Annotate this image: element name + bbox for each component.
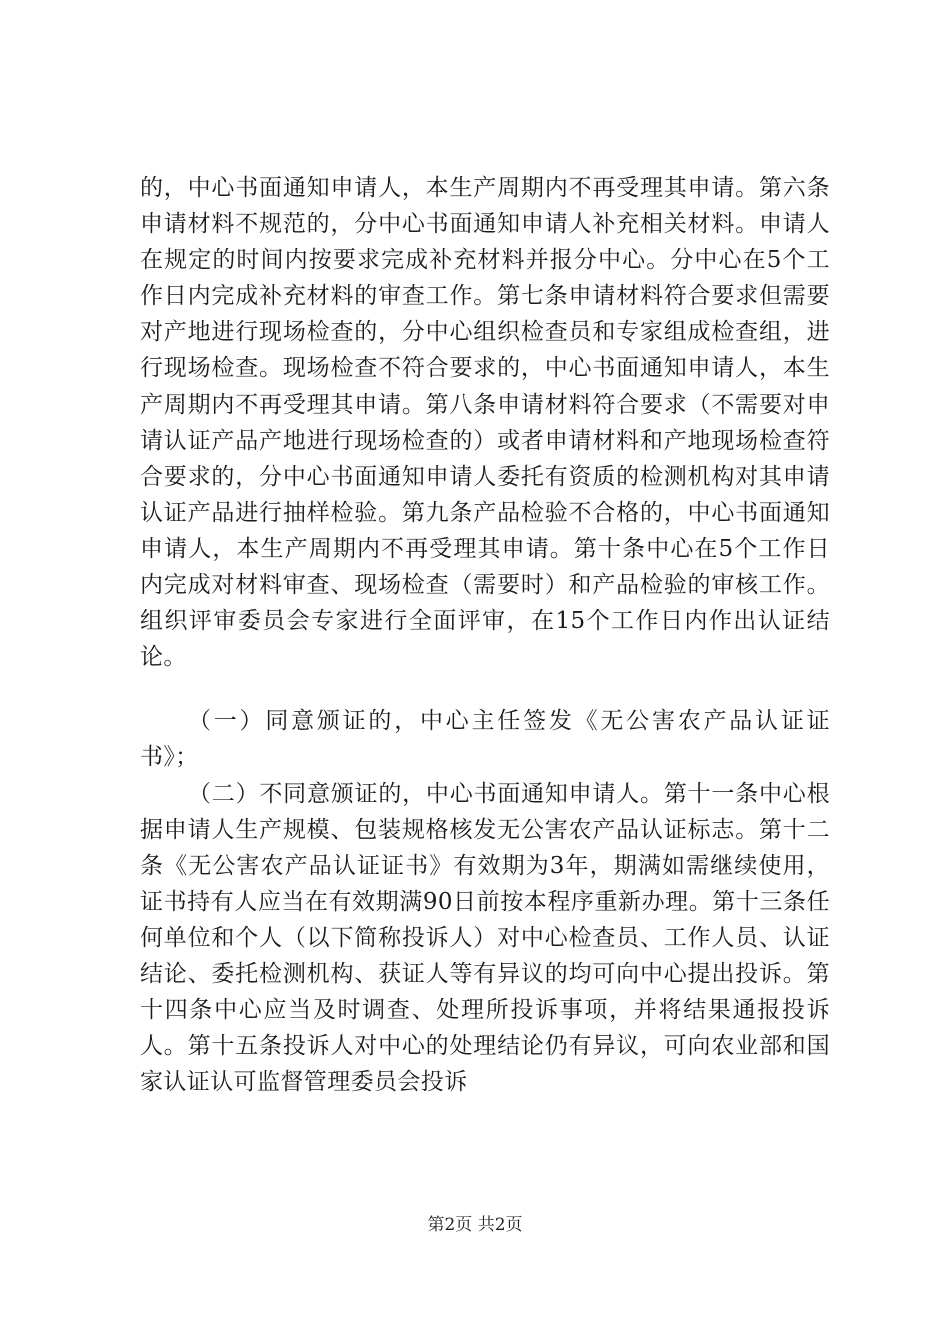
- document-body: [140, 170, 830, 1100]
- body-paragraph-rejection: （二）不同意颁证的，中心书面通知申请人。第十一条中心根据申请人生产规模、包装规格核发无公害农产品认证标志。第十二条《无公害农产品认证证书》有效期为3年，期满如需继续使用，证书持有人应当在有效期满90日前按本程序重新办理。第十三条任何单位和个人（以下简称投诉人）对中心检查员、工作人员、认证结论、委托检测机构、获证人等有异议的均可向中心提出投诉。第十四条中心应当及时调查、处理所投诉事项，并将结果通报投诉人。第十五条投诉人对中心的处理结论仍有异议，可向农业部和国家认证认可监督管理委员会投诉: [140, 780, 830, 1096]
- page-number-footer: 第2页 共2页: [427, 1215, 523, 1235]
- body-paragraph-continuation: 的，中心书面通知申请人，本生产周期内不再受理其申请。第六条申请材料不规范的，分中心书面通知申请人补充相关材料。申请人在规定的时间内按要求完成补充材料并报分中心。分中心在5个工作日内完成补充材料的审查工作。第七条申请材料符合要求但需要对产地进行现场检查的，分中心组织检查员和专家组成检查组，进行现场检查。现场检查不符合要求的，中心书面通知申请人，本生产周期内不再受理其申请。第八条申请材料符合要求（不需要对申请认证产品产地进行现场检查的）或者申请材料和产地现场检查符合要求的，分中心书面通知申请人委托有资质的检测机构对其申请认证产品进行抽样检验。第九条产品检验不合格的，中心书面通知申请人，本生产周期内不再受理其申请。第十条中心在5个工作日内完成对材料审查、现场检查（需要时）和产品检验的审核工作。组织评审委员会专家进行全面评审，在15个工作日内作出认证结论。: [140, 175, 830, 671]
- body-paragraph-approval: （一）同意颁证的，中心主任签发《无公害农产品认证证书》；: [140, 708, 830, 771]
